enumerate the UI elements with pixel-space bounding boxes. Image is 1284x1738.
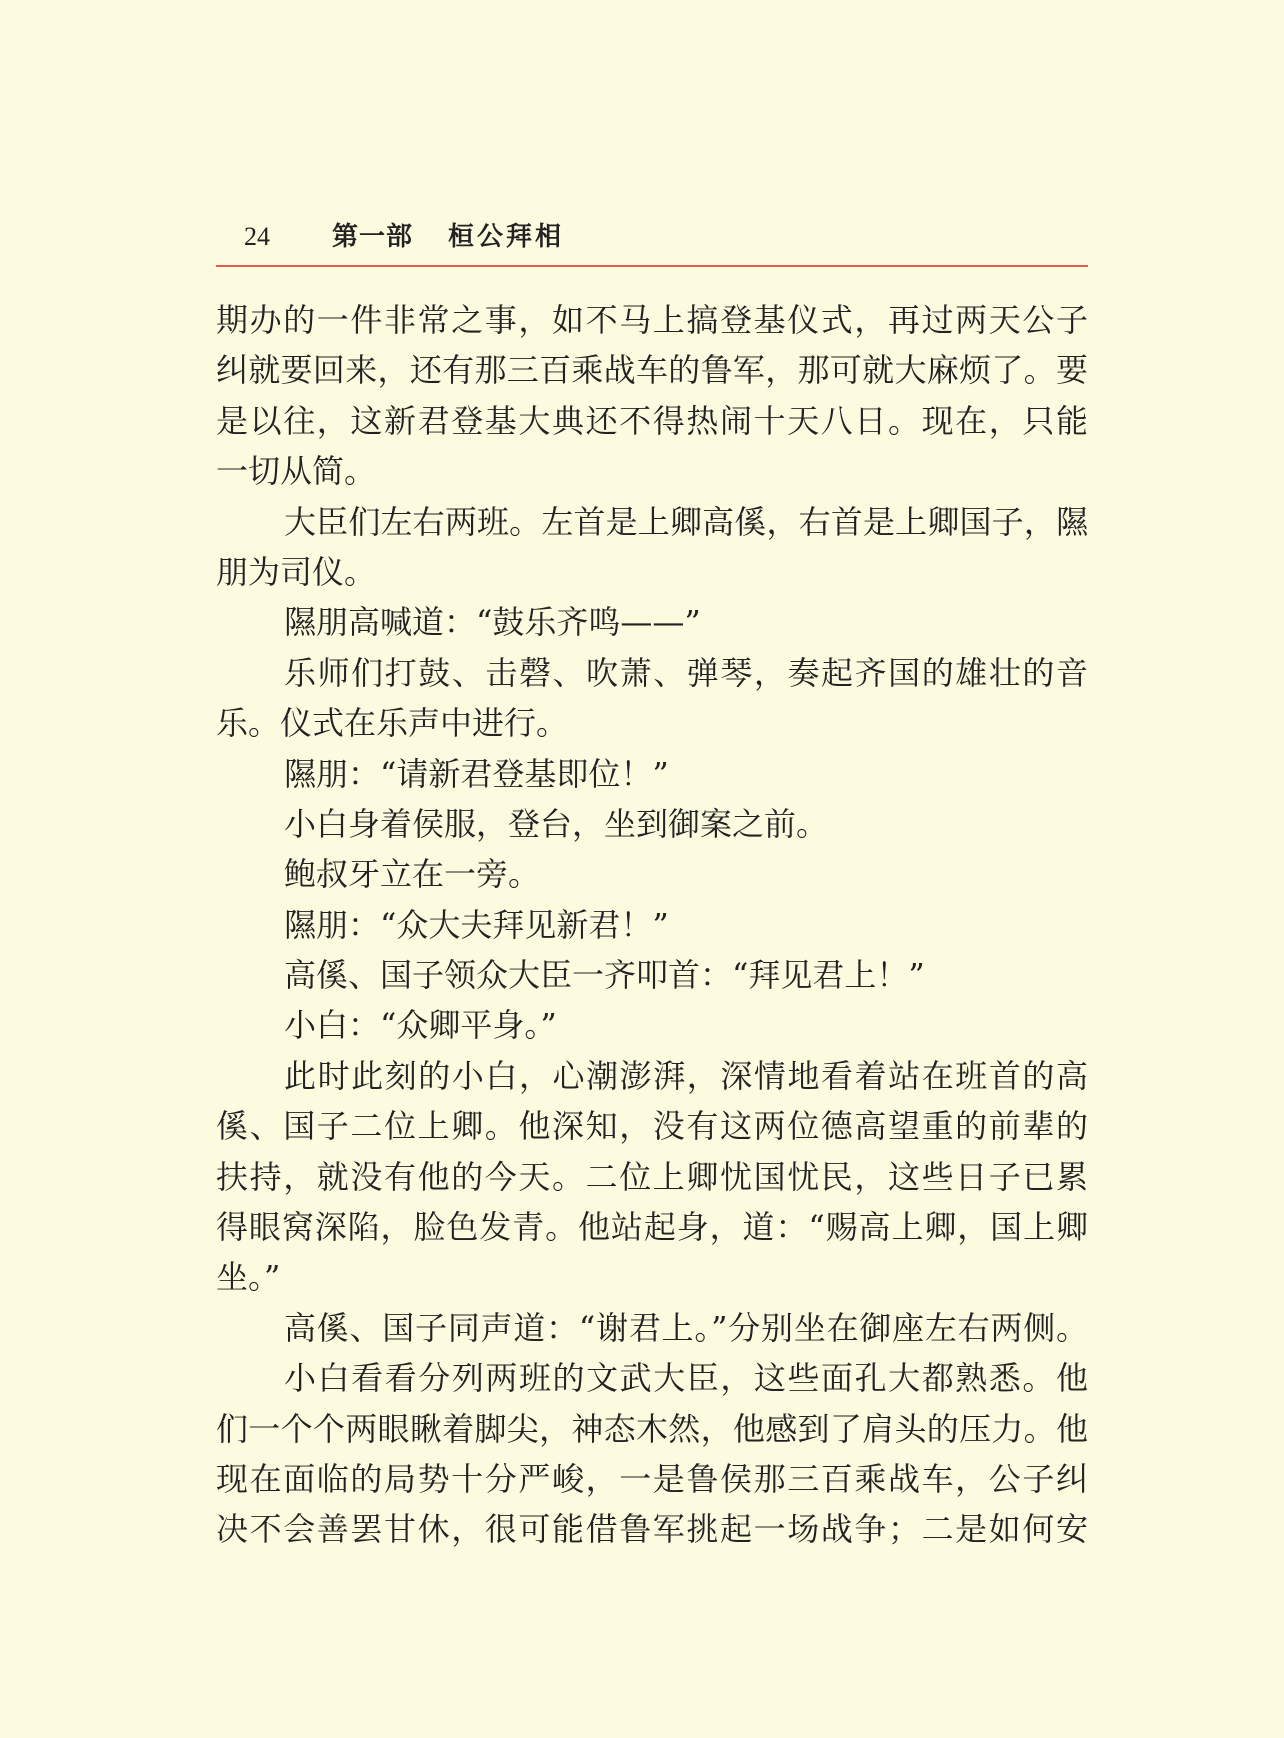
text-line: 坐。” [216,1258,281,1297]
text-line: 现在面临的局势十分严峻，一是鲁侯那三百乘战车，公子纠 [216,1459,1088,1498]
text-line: 一切从简。 [216,452,377,491]
text-line: 高傒、国子领众大臣一齐叩首：“拜见君上！” [284,956,925,995]
text-line: 高傒、国子同声道：“谢君上。”分别坐在御座左右两侧。 [284,1308,1088,1347]
chapter-title: 桓公拜相 [448,222,565,252]
text-line: 纠就要回来，还有那三百乘战车的鲁军，那可就大麻烦了。要 [216,351,1088,390]
text-line: 期办的一件非常之事，如不马上搞登基仪式，再过两天公子 [216,301,1088,339]
text-line: 朋为司仪。 [216,552,377,591]
text-line: 鲍叔牙立在一旁。 [284,855,541,894]
text-line: 乐师们打鼓、击磬、吹萧、弹琴，奏起齐国的雄壮的音 [284,653,1088,692]
text-line: 此时此刻的小白，心潮澎湃，深情地看着站在班首的高 [284,1056,1088,1095]
text-line: 傒、国子二位上卿。他深知，没有这两位德高望重的前辈的 [216,1107,1088,1146]
text-line: 小白：“众卿平身。” [284,1006,557,1045]
text-line: 隰朋：“众大夫拜见新君！” [284,905,669,944]
part-title: 第一部 [332,222,414,252]
page-number: 24 [244,222,270,251]
text-line: 隰朋高喊道：“鼓乐齐鸣——” [284,603,701,642]
text-line: 得眼窝深陷，脸色发青。他站起身，道：“赐高上卿，国上卿 [216,1208,1088,1247]
text-line: 决不会善罢甘休，很可能借鲁军挑起一场战争；二是如何安 [216,1510,1088,1549]
text-line: 扶持，就没有他的今天。二位上卿忧国忧民，这些日子已累 [216,1157,1088,1196]
text-line: 大臣们左右两班。左首是上卿高傒，右首是上卿国子，隰 [284,502,1088,541]
text-line: 是以往，这新君登基大典还不得热闹十天八日。现在，只能 [216,401,1088,440]
running-header [216,218,1088,256]
text-line: 们一个个两眼瞅着脚尖，神态木然，他感到了肩头的压力。他 [216,1409,1088,1448]
header-rule [216,265,1088,267]
body-text [216,295,1088,1555]
text-line: 小白看看分列两班的文武大臣，这些面孔大都熟悉。他 [284,1359,1088,1398]
text-line: 乐。仪式在乐声中进行。 [216,704,569,743]
text-line: 小白身着侯服，登台，坐到御案之前。 [284,804,829,843]
text-line: 隰朋：“请新君登基即位！” [284,754,669,793]
